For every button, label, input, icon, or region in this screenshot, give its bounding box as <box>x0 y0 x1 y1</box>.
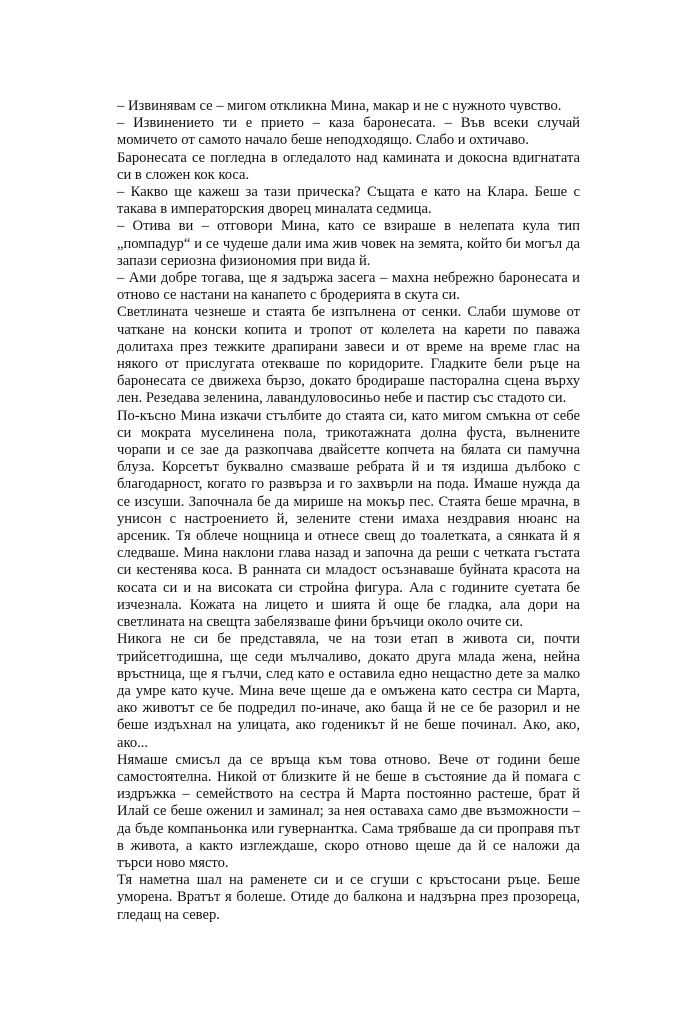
paragraph: Светлината чезнеше и стаята бе изпълнена от сенки. Слаби шумове от чаткане на конски копита и тропот от колелета на карети по паважа долитаха през тежките драпирани завеси и от време на време глас на някого от прислугата отекваше по коридорите. Гладките бели ръце на баронесата се движеха бързо, докато бродираше пасторална сцена върху лен. Резедава зеленина, лавандуловосиньо небе и пастир със стадото си. <box>117 304 580 407</box>
paragraph: – Отива ви – отговори Мина, като се взираше в нелепата кула тип „помпадур“ и се чудеше дали има жив човек на земята, който би могъл да запази сериозна физиономия при вида й. <box>117 218 580 269</box>
paragraph: – Извинението ти е прието – каза баронесата. – Във всеки случай момичето от самото начало беше неподходящо. Слабо и охтичаво. <box>117 115 580 149</box>
body-text <box>117 98 580 924</box>
paragraph: По-късно Мина изкачи стълбите до стаята си, като мигом смъкна от себе си мократа муселинена пола, трикотажната долна фуста, вълнените чорапи и се зае да разкопчава двайсетте копчета на бялата си памучна блуза. Корсетът буквално смазваше ребрата й и тя издиша дълбоко с благодарност, когато го развърза и го захвърли на пода. Имаше нужда да се изсуши. Започнала бе да мирише на мокър пес. Стаята беше мрачна, в унисон с настроението й, зелените стени имаха нездравия нюанс на арсеник. Тя облече нощница и отнесе свещ до тоалетката, а сянката й я следваше. Мина наклони глава назад и започна да реши с четката гъстата си кестенява коса. В ранната си младост осъзнаваше буйната красота на косата си и на високата си стройна фигура. Ала с годините суетата бе изчезнала. Кожата на лицето и шията й още бе гладка, ала дори на светлината на свещта забелязваше фини бръчици около очите си. <box>117 407 580 631</box>
paragraph: – Какво ще кажеш за тази прическа? Същата е като на Клара. Беше с такава в императорския дворец миналата седмица. <box>117 184 580 218</box>
paragraph: Тя наметна шал на раменете си и се сгуши с кръстосани ръце. Беше уморена. Вратът я болеше. Отиде до балкона и надзърна през прозореца, гледащ на север. <box>117 872 580 923</box>
paragraph: – Ами добре тогава, ще я задържа засега – махна небрежно баронесата и отново се настани на канапето с бродерията в скута си. <box>117 270 580 304</box>
paragraph: Баронесата се погледна в огледалото над камината и докосна вдигнатата си в сложен кок коса. <box>117 149 580 183</box>
paragraph: Нямаше смисъл да се връща към това отново. Вече от години беше самостоятелна. Никой от близките й не беше в състояние да й помага с издръжка – семейството на сестра й Марта постоянно растеше, брат й Илай се беше оженил и заминал; за нея оставаха само две възможности – да бъде компаньонка или гувернантка. Сама трябваше да си проправя път в живота, а както изглеждаше, скоро отново щеше да й се наложи да търси ново място. <box>117 751 580 871</box>
paragraph: Никога не си бе представяла, че на този етап в живота си, почти трийсетгодишна, ще седи мълчаливо, докато друга млада жена, нейна връстница, ще я гълчи, след като е оставила едно нещастно дете за малко да умре като куче. Мина вече щеше да е омъжена като сестра си Марта, ако животът се бе подредил по-иначе, ако баща й не се бе разорил и не беше издъхнал на улицата, ако годеникът й не беше починал. Ако, ако, ако... <box>117 631 580 751</box>
paragraph: – Извинявам се – мигом откликна Мина, макар и не с нужното чувство. <box>117 98 562 114</box>
